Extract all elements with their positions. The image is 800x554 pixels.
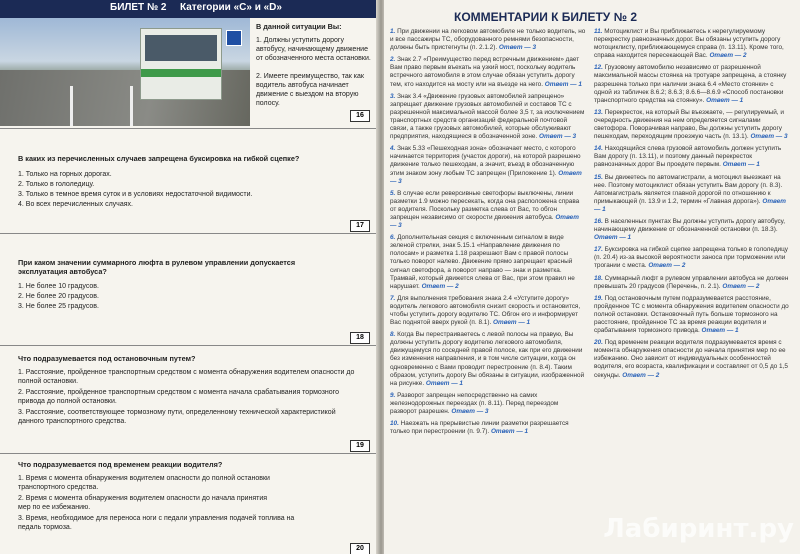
situation-photo [0, 18, 250, 126]
q19-title: Что подразумевается под остановочным путем? [18, 354, 196, 363]
q20-number: 20 [350, 543, 370, 554]
comment-20: 20. Под временем реакции водителя подразумевается время с момента обнаружения опасности до начала принятия мер по ее избежанию. Оно зависит от индивидуальных особенностей водителя, его возраста, квалификации и составляет от 0,5 до 1,5 секунды. Ответ — 2 [594, 339, 788, 379]
comment-16: 16. В населенных пунктах Вы должны уступить дорогу автобусу, начинающему движение от обозначенной остановки (п. 18.3). Ответ — 1 [594, 217, 785, 242]
comment-6: 6. Дополнительная секция с включенным сигналом в виде зеленой стрелки, знак 5.15.1 «Направление движения по полосам» и разметка 1.18 разрешают Вам с правой полосы только поворот налево. Движение прямо запрещает красный сигнал светофора, а поворот направо — знак и разметка. Трамвай, который движется слева от Вас, при этом правил не нарушает. Ответ — 2 [390, 234, 575, 290]
q18-answer-1[interactable]: 1. Не более 10 градусов. [18, 283, 99, 290]
lane-marking [70, 86, 73, 126]
lane-marking [130, 86, 133, 126]
q17-number: 17 [350, 220, 370, 232]
q16-title: В данной ситуации Вы: [256, 22, 342, 31]
ticket-header [0, 0, 378, 18]
q20-answer-3[interactable]: 3. Время, необходимое для переноса ноги с педали управления подачей топлива на педаль тормоза. [18, 515, 295, 531]
q18-answer-3[interactable]: 3. Не более 25 градусов. [18, 303, 99, 310]
watermark: Лабиринт.ру [603, 514, 794, 544]
comment-4: 4. Знак 5.33 «Пешеходная зона» обозначает место, с которого начинается территория (участок дороги), на которой разрешено движение только пешеходам, а значит, въезд в обозначенную этим знаком зону любым ТС запрещен (Приложение 1). Ответ — 3 [390, 145, 582, 185]
bus-window [145, 35, 217, 61]
q16-number: 16 [350, 110, 370, 122]
comment-14: 14. Находящийся слева грузовой автомобиль должен уступить Вам дорогу (п. 13.11), и поэтому данный перекресток равнозначных дорог Вы проедете первым. Ответ — 1 [594, 145, 782, 169]
q19-answer-2[interactable]: 2. Расстояние, пройденное транспортным средством с момента начала срабатывания тормозного привода до полной остановки. [18, 389, 339, 405]
q17-answer-2[interactable]: 2. Только в гололедицу. [18, 181, 95, 188]
comment-8: 8. Когда Вы перестраиваетесь с левой полосы на правую, Вы должны уступить дорогу водителю легкового автомобиля, движущемуся по соседней правой полосе, как при его движении без изменения направления, и в том числе ситуации, когда он одновременно с Вами проводит перестроение (п. 8.4). Таким образом, уступить дорогу Вы обязаны в ситуации, изображенной на рисунке. Ответ — 1 [390, 331, 585, 387]
comment-13: 13. Перекресток, на который Вы въезжаете, — регулируемый, и очередность движения на нем определяется сигналами светофора. Поворачивая направо, Вы должны уступить дорогу пешеходам, переходящим проезжую часть (п. 13.1). Ответ — 3 [594, 108, 788, 141]
comment-12: 12. Грузовому автомобилю независимо от разрешенной максимальной массы стоянка на тротуаре запрещена, а стоянку разрешена только при наличии знака 6.4 «Место стоянки» с одной из табличек 8.6.2; 8.6.3; 8.6.6—8.6.9 «Способ постановки транспортного средства на стоянку». Ответ — 1 [594, 64, 787, 104]
q19-answer-1[interactable]: 1. Расстояние, пройденное транспортным средством с момента обнаружения водителем опасности до полной остановки. [18, 369, 355, 385]
q17-answer-1[interactable]: 1. Только на горных дорогах. [18, 171, 112, 178]
q16-option-1[interactable]: 1. Должны уступить дорогу автобусу, начинающему движение от обозначенного места остановки. [256, 37, 371, 62]
divider [0, 233, 378, 234]
q20-answer-2[interactable]: 2. Время с момента обнаружения водителем опасности до начала принятия мер по ее избежанию. [18, 495, 268, 511]
comment-2: 2. Знак 2.7 «Преимущество перед встречным движением» дает Вам право первым въехать на узкий мост, поскольку водитель встречного автомобиля в этом случае обязан уступить дорогу тем, кто находится на мосту или на въезде на него. Ответ — 1 [390, 56, 582, 88]
right-page [384, 0, 800, 554]
comment-17: 17. Буксировка на гибкой сцепке запрещена только в гололедицу (п. 20.4) из-за высокой вероятности заноса при торможении или трогании с места. Ответ — 2 [594, 246, 788, 270]
q20-title: Что подразумевается под временем реакции водителя? [18, 460, 223, 469]
q18-title: При каком значении суммарного люфта в рулевом управлении допускается эксплуатация автобуса? [18, 258, 296, 276]
q17-answer-4[interactable]: 4. Во всех перечисленных случаях. [18, 201, 133, 208]
q16-option-2[interactable]: 2. Имеете преимущество, так как водитель автобуса начинает движение с выездом на вторую полосу. [256, 73, 364, 107]
divider [0, 453, 378, 454]
comment-18: 18. Суммарный люфт в рулевом управлении автобуса не должен превышать 20 градусов (Перечень, п. 2.1). Ответ — 2 [594, 274, 789, 290]
q17-title: В каких из перечисленных случаев запрещена буксировка на гибкой сцепке? [18, 154, 300, 163]
divider [0, 128, 378, 129]
q17-answer-3[interactable]: 3. Только в темное время суток и в условиях недостаточной видимости. [18, 191, 253, 198]
q20-answer-1[interactable]: 1. Время с момента обнаружения водителем опасности до полной остановки транспортного средства. [18, 475, 270, 491]
comments-column-2 [594, 28, 792, 548]
comments-title: КОММЕНТАРИИ К БИЛЕТУ № 2 [454, 10, 637, 24]
comment-11: 11. Мотоциклист и Вы приближаетесь к нерегулируемому перекрестку равнозначных дорог. Вы обязаны уступить дорогу мотоциклисту, приближающемуся справа (п. 13.11). Кроме того, справа находится пересекающей Вас. Ответ — 2 [594, 28, 784, 60]
comment-19: 19. Под остановочным путем подразумевается расстояние, пройденное ТС с момента обнаружения водителем опасности до полной остановки. Остановочный путь больше тормозного на расстояние, пройденное ТС за время реакции водителя и срабатывания тормозного привода. Ответ — 1 [594, 294, 789, 335]
comments-column-1 [390, 28, 586, 548]
divider [0, 345, 378, 346]
comment-10: 10. Наезжать на прерывистые линии разметки разрешается только при перестроении (п. 9.7). Ответ — 1 [390, 420, 569, 436]
q18-number: 18 [350, 332, 370, 344]
q19-answer-3[interactable]: 3. Расстояние, соответствующее тормозному пути, определенному технической характеристикой данного транспортного средства. [18, 409, 336, 425]
ticket-category: Категории «C» и «D» [180, 2, 282, 13]
comment-15: 15. Вы движетесь по автомагистрали, а мотоцикл выезжает на нее. Поэтому мотоциклист обязан уступить Вам дорогу (п. 8.3). Автомагистраль является главной дорогой по отношению к примыкающей (п. 13.9 и 1.2, термин «Главная дорога»). Ответ — 1 [594, 173, 786, 213]
comment-9: 9. Разворот запрещен непосредственно на самих железнодорожных переездах (п. 8.11). Перед переездом разворот разрешен. Ответ — 3 [390, 391, 559, 416]
comment-5: 5. В случае если реверсивные светофоры выключены, линии разметки 1.9 можно пересекать, когда она расположена справа от водителя. Поскольку разметка слева от Вас, то обгон запрещен независимо от скорости движения автобуса. Ответ — 3 [390, 189, 580, 230]
left-page [0, 0, 378, 554]
comment-3: 3. Знак 3.4 «Движение грузовых автомобилей запрещено» запрещает движение грузовых автомобилей и составов ТС с разрешенной максимальной массой более 3,5 т, за исключением транспортных средств организаций федеральной почтовой связи, а также грузовых автомобилей, которые обслуживают предприятия, находящиеся в обозначенной зоне. Ответ — 3 [390, 92, 585, 141]
ticket-number: БИЛЕТ № 2 [110, 2, 167, 13]
q19-number: 19 [350, 440, 370, 452]
q18-answer-2[interactable]: 2. Не более 20 градусов. [18, 293, 99, 300]
comment-7: 7. Для выполнения требования знака 2.4 «Уступите дорогу» водитель легкового автомобиля снизит скорость и остановится, чтобы уступить дорогу водителю ТС. Обгон его и информирует Вас поднятой вверх рукой (п. 8.1). Ответ — 1 [390, 294, 581, 327]
bus-image [140, 28, 222, 100]
bus-stripe [141, 69, 221, 77]
bus-stop-sign-icon [226, 30, 242, 46]
comment-1: 1. При движении на легковом автомобиле не только водитель, но и все пассажиры ТС, оборудованного ремнями безопасности, должны быть пристегнуты (п. 2.1.2). Ответ — 3 [390, 28, 586, 52]
